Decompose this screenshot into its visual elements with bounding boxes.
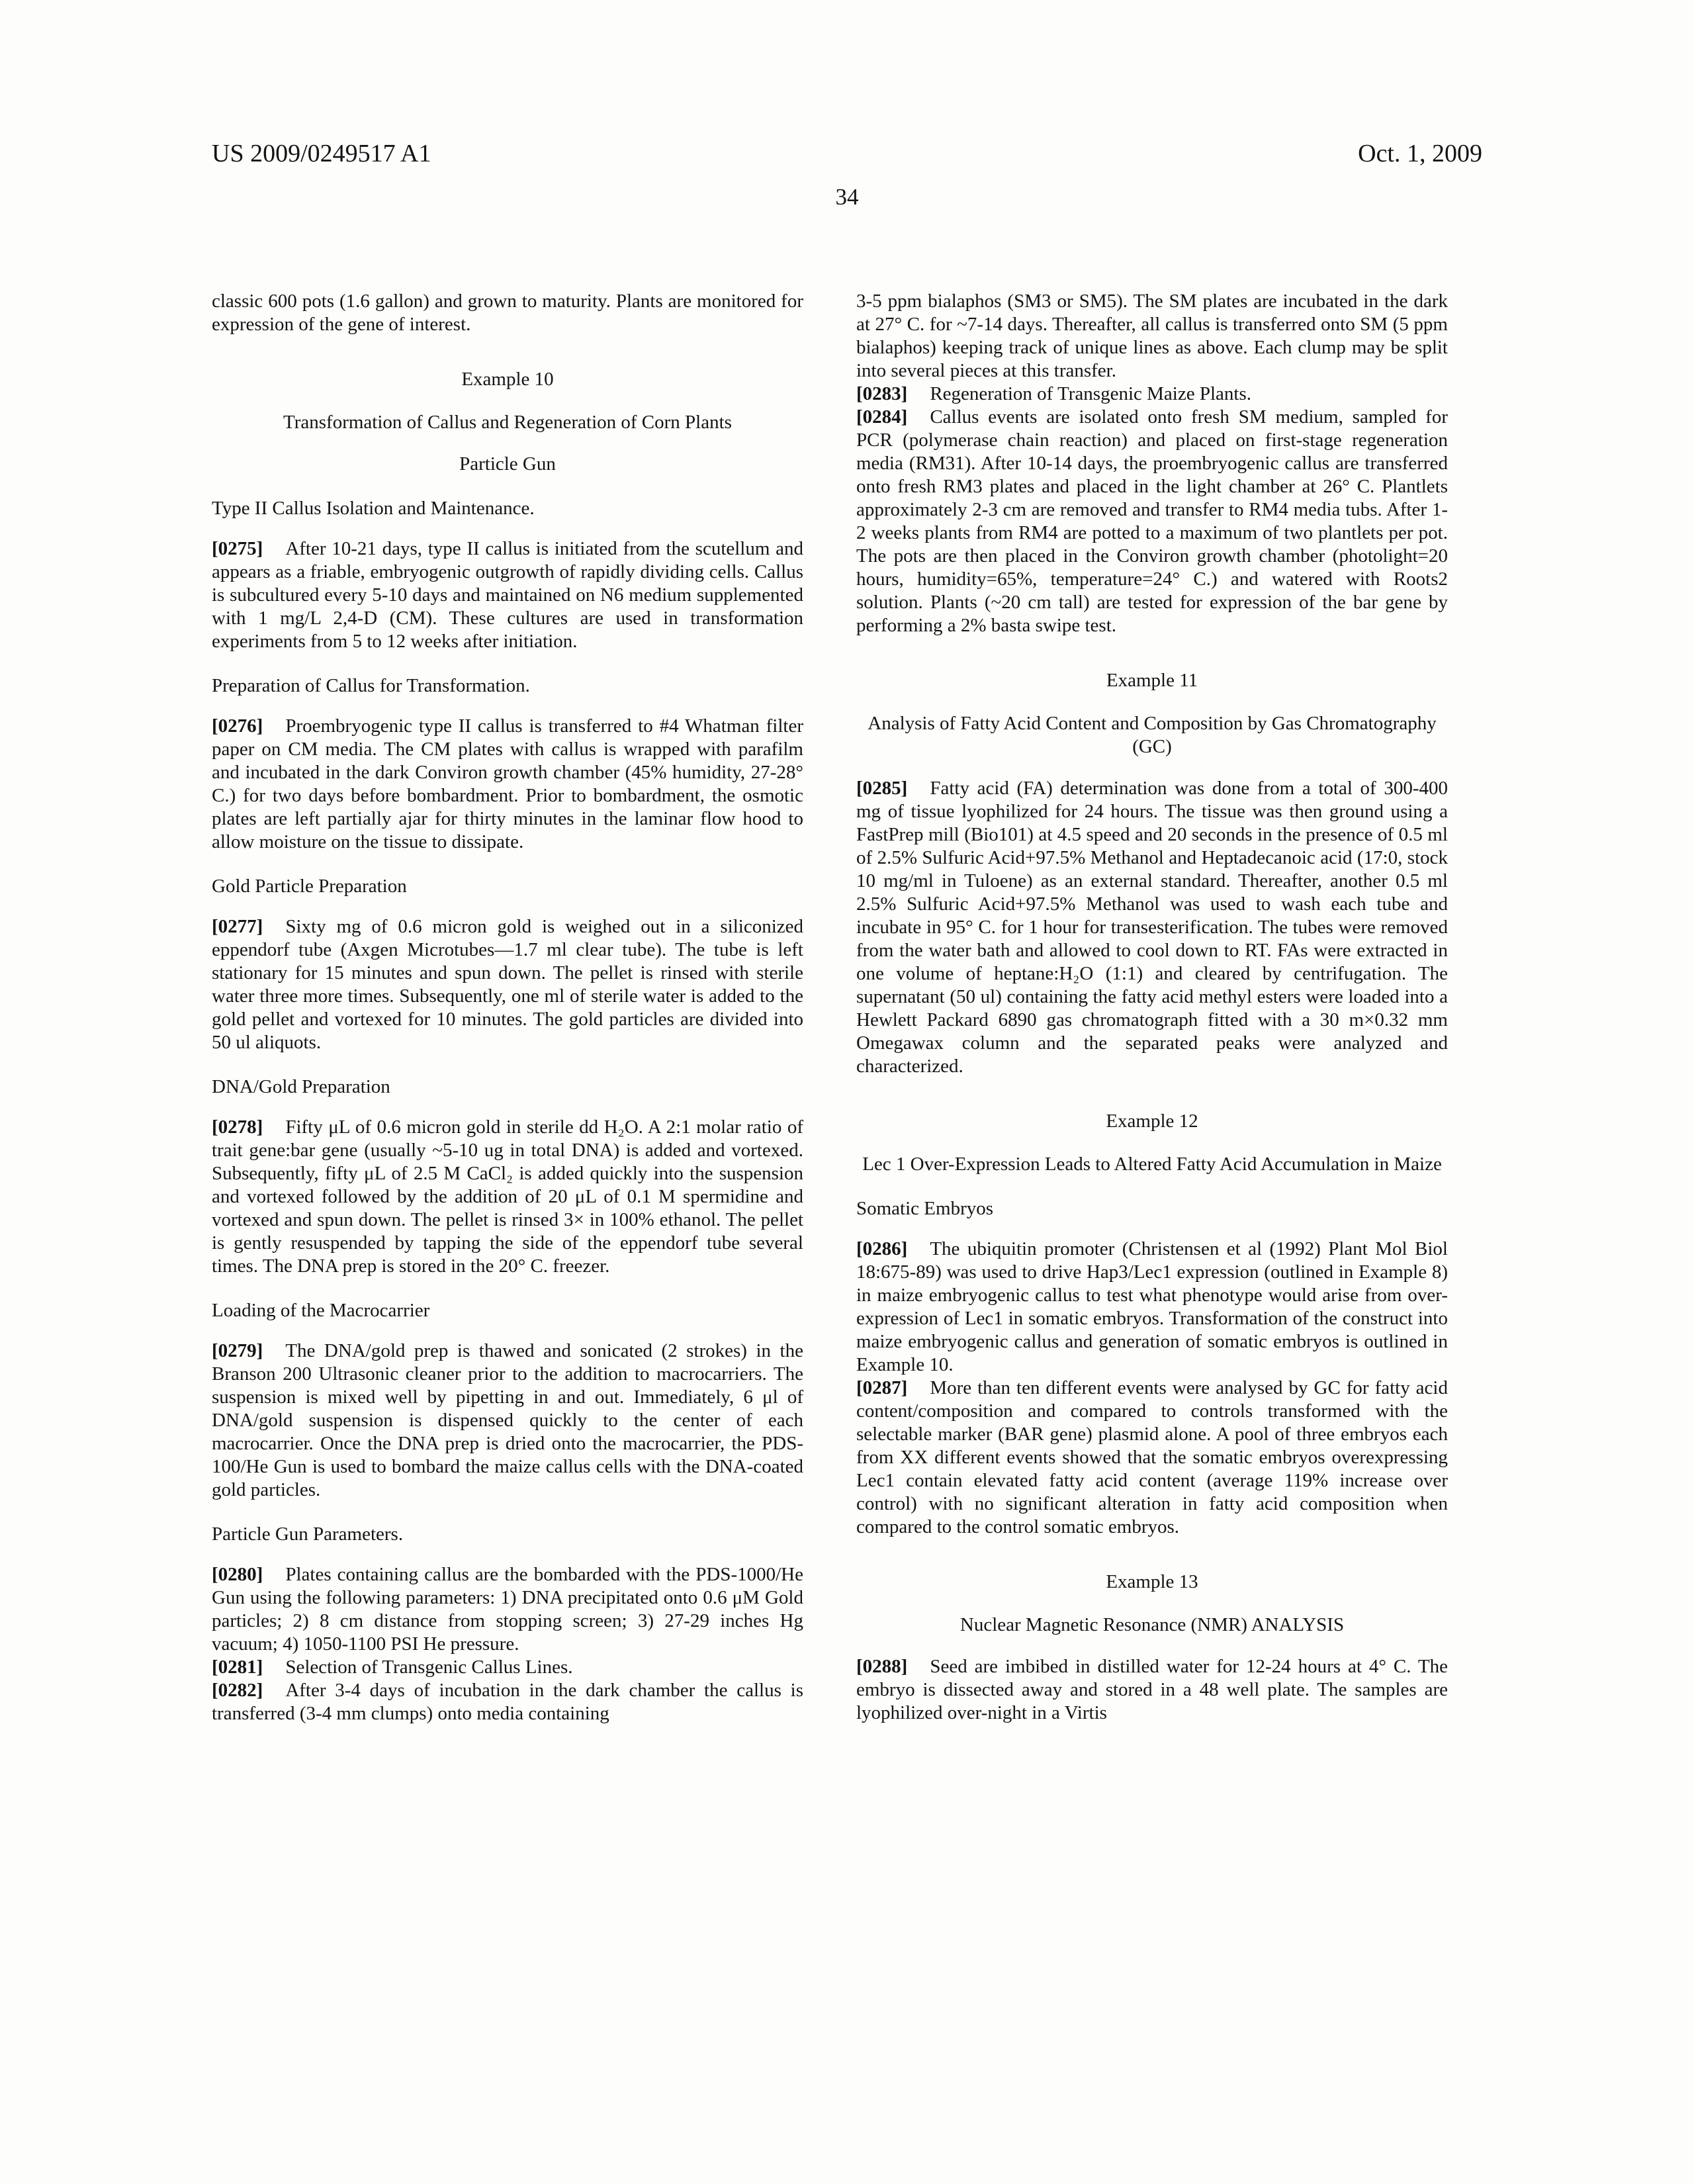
paragraph-text: More than ten different events were analysed by GC for fatty acid content/composition and compared to controls transformed with the selectable marker (BAR gene) plasmid alone. A pool of three embryos each from XX different events showed that the somatic embryos overexpressing Lec1 contain elevated fatty acid content (average 119% increase over control) with no significant alteration in fatty acid composition when compared to the control somatic embryos.: [856, 1377, 1448, 1537]
example-title: Lec 1 Over-Expression Leads to Altered Fatty Acid Accumulation in Maize: [862, 1154, 1442, 1175]
left-column: [212, 290, 803, 1725]
example-title: Transformation of Callus and Regeneration of Corn Plants: [283, 412, 732, 433]
paragraph-text: The DNA/gold prep is thawed and sonicated (2 strokes) in the Branson 200 Ultrasonic cleaner prior to the addition to macrocarriers. The suspension is mixed well by pipetting in and out. Immediately, 6 μl of DNA/gold suspension is dispensed quickly to the center of each macrocarrier. Once the DNA prep is dried onto the macrocarrier, the PDS-100/He Gun is used to bombard the maize callus cells with the DNA-coated gold particles.: [212, 1340, 803, 1500]
paragraph-number: [0279]: [212, 1340, 263, 1361]
paragraph-text: After 3-4 days of incubation in the dark chamber the callus is transferred (3-4 mm clumps) onto media containing: [212, 1680, 803, 1724]
paragraph-number: [0281]: [212, 1657, 263, 1678]
example-heading: Example 11: [1106, 670, 1198, 691]
paragraph-text: Proembryogenic type II callus is transferred to #4 Whatman filter paper on CM media. The CM plates with callus is wrapped with parafilm and incubated in the dark Conviron growth chamber (45% humidity, 27-28° C.) for two days before bombardment. Prior to bombardment, the osmotic plates are left partially ajar for thirty minutes in the laminar flow hood to allow moisture on the tissue to dissipate.: [212, 715, 803, 852]
patent-number: US 2009/0249517 A1: [212, 140, 431, 167]
numbered-paragraph: [212, 1340, 803, 1502]
numbered-paragraph: [212, 915, 803, 1054]
numbered-paragraph: [856, 777, 1448, 1078]
section-heading: Preparation of Callus for Transformation.: [212, 675, 530, 696]
section-heading: Type II Callus Isolation and Maintenance.: [212, 498, 535, 519]
paragraph-number: [0283]: [856, 383, 908, 404]
paragraph-text: Sixty mg of 0.6 micron gold is weighed out in a siliconized eppendorf tube (Axgen Microtubes—1.7 ml clear tube). The tube is left stationary for 15 minutes and spun down. The pellet is rinsed with sterile water three more times. Subsequently, one ml of sterile water is added to the gold pellet and vortexed for 10 minutes. The gold particles are divided into 50 ul aliquots.: [212, 916, 803, 1053]
numbered-paragraph: [856, 1238, 1448, 1377]
section-heading: Loading of the Macrocarrier: [212, 1300, 430, 1321]
publication-date: Oct. 1, 2009: [1358, 140, 1482, 167]
paragraph-text: Selection of Transgenic Callus Lines.: [285, 1657, 573, 1678]
paragraph-text: Plates containing callus are the bombarded with the PDS-1000/He Gun using the following parameters: 1) DNA precipitated onto 0.6 μM Gold particles; 2) 8 cm distance from stopping screen; 3) 27-29 inches Hg vacuum; 4) 1050-1100 PSI He pressure.: [212, 1564, 803, 1655]
numbered-paragraph: [212, 1116, 803, 1278]
paragraph-text: Seed are imbibed in distilled water for 12-24 hours at 4° C. The embryo is dissected away and stored in a 48 well plate. The samples are lyophilized over-night in a Virtis: [856, 1656, 1448, 1723]
section-heading: Particle Gun Parameters.: [212, 1524, 404, 1545]
numbered-paragraph: [212, 715, 803, 854]
body-paragraph: 3-5 ppm bialaphos (SM3 or SM5). The SM plates are incubated in the dark at 27° C. for ~7-14 days. Thereafter, all callus is transferred onto SM (5 ppm bialaphos) keeping track of unique lines as above. Each clump may be split into several pieces at this transfer.: [856, 291, 1448, 381]
section-heading: DNA/Gold Preparation: [212, 1076, 390, 1097]
numbered-paragraph: [212, 1563, 803, 1656]
paragraph-number: [0285]: [856, 778, 908, 799]
body-paragraph: classic 600 pots (1.6 gallon) and grown to maturity. Plants are monitored for expression of the gene of interest.: [212, 291, 803, 335]
paragraph-number: [0277]: [212, 916, 263, 937]
paragraph-number: [0276]: [212, 715, 263, 737]
section-heading: Gold Particle Preparation: [212, 876, 407, 897]
example-title: Analysis of Fatty Acid Content and Composition by Gas Chromatography (GC): [868, 713, 1437, 757]
paragraph-number: [0288]: [856, 1656, 908, 1677]
paragraph-number: [0278]: [212, 1116, 263, 1138]
paragraph-text: Regeneration of Transgenic Maize Plants.: [930, 383, 1251, 404]
example-heading: Example 12: [1106, 1111, 1198, 1132]
numbered-paragraph: [856, 1377, 1448, 1539]
example-heading: Example 10: [461, 369, 554, 390]
numbered-paragraph: [212, 537, 803, 653]
paragraph-number: [0280]: [212, 1564, 263, 1585]
paragraph-number: [0287]: [856, 1377, 908, 1398]
paragraph-text: Fatty acid (FA) determination was done from a total of 300-400 mg of tissue lyophilized for 24 hours. The tissue was then ground using a FastPrep mill (Bio101) at 4.5 speed and 20 seconds in the presence of 0.5 ml of 2.5% Sulfuric Acid+97.5% Methanol and Heptadecanoic acid (17:0, stock 10 mg/ml in Tuloene) as an external standard. Thereafter, another 0.5 ml 2.5% Sulfuric Acid+97.5% Methanol was used to wash each tube and incubate in 95° C. for 1 hour for transesterification. The tubes were removed from the water bath and allowed to cool down to RT. FAs were extracted in one volume of heptane:H₂O (1:1) and cleared by centrifugation. The supernatant (50 ul) containing the fatty acid methyl esters were loaded into a Hewlett Packard 6890 gas chromatograph fitted with a 30 m×0.32 mm Omegawax column and the separated peaks were analyzed and characterized.: [856, 778, 1448, 1077]
paragraph-text: The ubiquitin promoter (Christensen et al (1992) Plant Mol Biol 18:675-89) was used to drive Hap3/Lec1 expression (outlined in Example 8) in maize embryogenic callus to test what phenotype would arise from over-expression of Lec1 in somatic embryos. Transformation of the construct into maize embryogenic callus and generation of somatic embryos is outlined in Example 10.: [856, 1238, 1448, 1375]
numbered-paragraph: [212, 1679, 803, 1725]
page-number: 34: [835, 184, 859, 210]
paragraph-number: [0282]: [212, 1680, 263, 1701]
example-heading: Example 13: [1106, 1571, 1198, 1592]
paragraph-number: [0284]: [856, 406, 908, 428]
paragraph-text: Callus events are isolated onto fresh SM medium, sampled for PCR (polymerase chain reaction) and placed on first-stage regeneration media (RM31). After 10-14 days, the proembryogenic callus are transferred onto fresh RM3 plates and placed in the light chamber at 26° C. Plantlets approximately 2-3 cm are removed and transfer to RM4 media tubs. After 1-2 weeks plants from RM4 are potted to a maximum of two plantlets per pot. The pots are then placed in the Conviron growth chamber (photolight=20 hours, humidity=65%, temperature=24° C.) and watered with Roots2 solution. Plants (~20 cm tall) are tested for expression of the bar gene by performing a 2% basta swipe test.: [856, 406, 1448, 636]
text-columns: [212, 290, 1448, 1725]
paragraph-number: [0275]: [212, 538, 263, 559]
page-header: [212, 139, 1482, 168]
paragraph-text: After 10-21 days, type II callus is initiated from the scutellum and appears as a friable, embryogenic outgrowth of rapidly dividing cells. Callus is subcultured every 5-10 days and maintained on N6 medium supplemented with 1 mg/L 2,4-D (CM). These cultures are used in transformation experiments from 5 to 12 weeks after initiation.: [212, 538, 803, 652]
right-column: [856, 290, 1448, 1725]
section-heading: Somatic Embryos: [856, 1198, 994, 1219]
paragraph-number: [0286]: [856, 1238, 908, 1259]
paragraph-text: Fifty μL of 0.6 micron gold in sterile dd H₂O. A 2:1 molar ratio of trait gene:bar gene (usually ~5-10 ug in total DNA) is added and vortexed. Subsequently, fifty μL of 2.5 M CaCl₂ is added quickly into the suspension and vortexed followed by the addition of 20 μL of 0.1 M spermidine and vortexed and spun down. The pellet is rinsed 3× in 100% ethanol. The pellet is gently resuspended by tapping the side of the eppendorf tube several times. The DNA prep is stored in the 20° C. freezer.: [212, 1116, 803, 1277]
numbered-paragraph: [212, 1656, 803, 1679]
numbered-paragraph: [856, 1655, 1448, 1725]
numbered-paragraph: [856, 383, 1448, 406]
example-title: Nuclear Magnetic Resonance (NMR) ANALYSIS: [959, 1614, 1345, 1635]
numbered-paragraph: [856, 406, 1448, 637]
example-title: Particle Gun: [459, 453, 556, 475]
